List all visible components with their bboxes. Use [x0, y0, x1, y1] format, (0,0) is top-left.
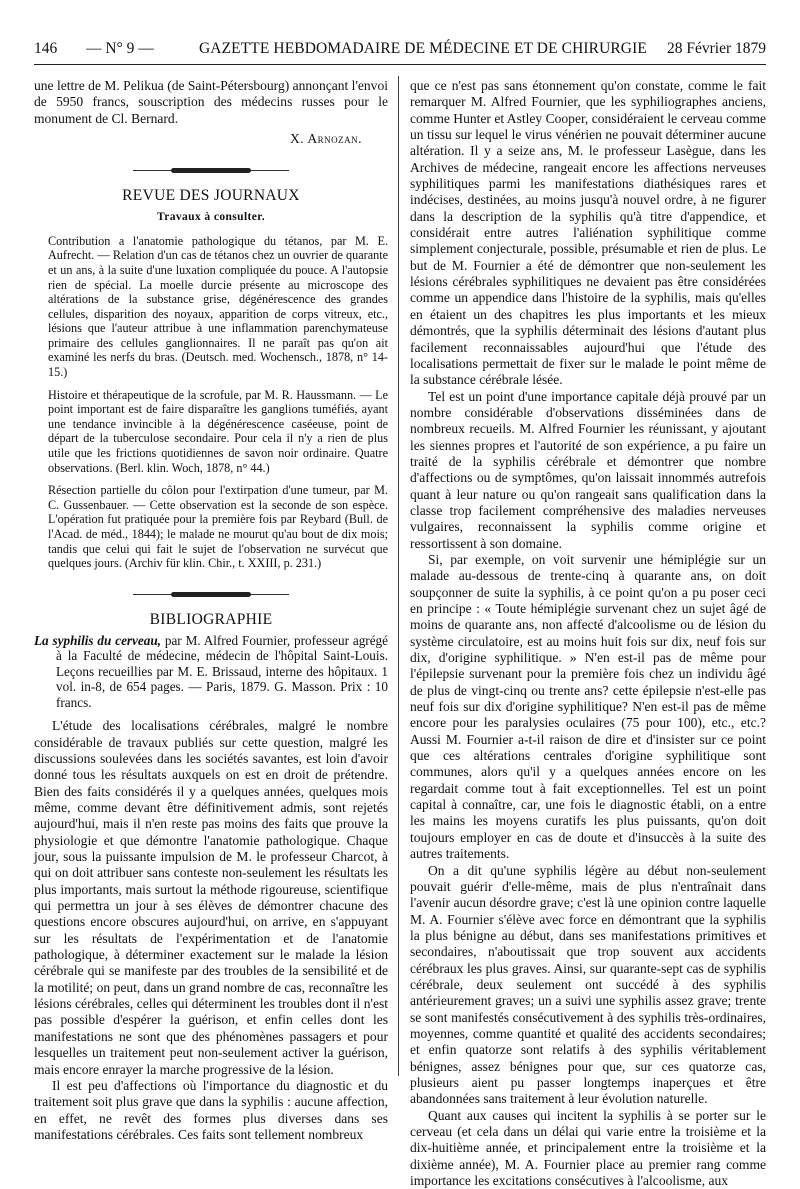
revue-subheading: Travaux à consulter.	[157, 211, 265, 224]
bibliography-entry	[34, 633, 388, 711]
abstract-list	[34, 234, 388, 571]
review-paragraph: On a dit qu'une syphilis légère au début non-seulement pouvait guérir d'elle-même, mais de plus n'entraînait dans l'avenir aucun désordre grave; c'est là une opinion contre laquelle M. A. Fournier s'élève avec force en démontrant que la syphilis la plus bénigne au début, dans ses manifestations primitives et secondaires, n'aboutissait que trop souvent aux accidents cérébraux les plus graves. Ainsi, sur quarante-sept cas de syphilis cérébrale, deux seulement ont succédé à des syphilis antérieurement graves; un a suivi une syphilis assez grave; trente se sont manifestés consécutivement à des syphilis très-ordinaires, moyennes, comme quantité et qualité des accidents secondaires; et enfin quatorze sont relatifs à des syphilis véritablement bénignes, assez bénignes pour que, sur ces quatorze cas, plusieurs aient pu passer longtemps inaperçues et être abandonnées sans traitement à leur évolution naturelle.	[410, 862, 766, 1107]
book-details: par M. Alfred Fournier, professeur agrégé à la Faculté de médecine, médecin de l'hôpital Saint-Louis. Leçons recueillies par M. E. Brissaud, interne des hôpitaux. 1 vol. in-8, de 654 pages. — Paris, 1879. G. Masson. Prix : 10 francs.	[56, 632, 388, 710]
issue-date: 28 Février 1879	[666, 40, 766, 57]
review-paragraph: Il est peu d'affections où l'importance du diagnostic et du traitement soit plus grave que dans la syphilis : aucune affection, en effet, ne revêt des formes plus diverses dans ses manifestations cérébrales. Ces faits sont tellement nombreux	[34, 1077, 388, 1142]
abstract-colon: Résection partielle du côlon pour l'extirpation d'une tumeur, par M. C. Gussenbauer. — Cette observation est la seconde de son espèce. L'opération fut pratiquée pour la première fois par Reybard (Bull. de l'Acad. de méd., 1844); le malade ne mourut qu'au bout de dix mois; tandis que celui qui fait le sujet de l'observation ne survécut que quelques jours. (Archiv für klin. Chir., t. XXIII, p. 231.)	[48, 483, 388, 571]
column-divider	[398, 76, 399, 1076]
section-ornament	[133, 165, 289, 177]
review-paragraph: que ce n'est pas sans étonnement qu'on constate, comme le fait remarquer M. Alfred Fournier, que les syphiliographes anciens, comme Hunter et Astley Cooper, considéraient le cerveau comme un tissu sur lequel le virus vénérien ne pouvait déterminer aucune altération. Il y a seize ans, M. le professeur Lasègue, dans les Archives de médecine, rangeait encore les affections nerveuses syphilitiques parmi les manifestations diathésiques rares et indécises, destinées, au moins jusqu'à nouvel ordre, à ne figurer dans la description de la syphilis qu'à titre d'appendice, et considérait entre autres l'aliénation syphilitique comme simplement conjecturale, possible, présumable et rien de plus. Le but de M. Fournier a été de démontrer que non-seulement les lésions cérébrales syphilitiques ne devaient pas être considérées comme un appendice dans l'histoire de la syphilis, mais qu'elles en étaient un des chapitres les plus importants et les mieux démontrés, que la syphilis déterminait des lésions d'autant plus facilement reconnaissables aujourd'hui que l'étude des localisations permettait de fixer sur le malade le point même de la substance cérébrale lésée.	[410, 78, 766, 388]
book-title: La syphilis du cerveau,	[34, 632, 161, 648]
abstract-scrofule: Histoire et thérapeutique de la scrofule, par M. R. Haussmann. — Le point important est de faire disparaître les ganglions tuméfiés, ayant une tendance invincible à la dégénérescence caséeuse, point de départ de la tuberculose secondaire. Pour cela il n'y a rien de plus utile que les frictions quotidiennes de savon noir ordinaire. Quatre observations. (Berl. klin. Woch, 1878, n° 44.)	[48, 387, 388, 475]
page-header	[34, 40, 766, 64]
review-paragraph: L'étude des localisations cérébrales, malgré le nombre considérable de travaux publiés sur cette question, malgré les discussions soulevées dans les sociétés savantes, est loin d'avoir donné tous les résultats auxquels on est en droit de prétendre. Bien des faits considérés il y a quelques années, quelques mois même, comme devant être définitivement admis, sont rejetés aujourd'hui, mais il n'en reste pas moins des faits que prouve la physiologie et que démontre l'anatomie pathologique. Chaque jour, sous la puissante impulsion de M. le professeur Charcot, à qui on doit attribuer sans conteste non-seulement les résultats les plus importants, mais surtout la méthode rigoureuse, scientifique qui permettra un jour à ses élèves de démontrer chacune des questions encore obscures aujourd'hui, on arrive, en s'appuyant sur les résultats de l'expérimentation et de l'anatomie pathologique, à déterminer exactement sur le malade la lésion cérébrale qui se manifeste par des troubles de la sensibilité et de la motilité; on peut, dans un grand nombre de cas, reconnaître les lésions cérébrales, celles qui déterminent les troubles dont il n'est pas possible d'espérer la guérison, et enfin celles dont les manifestations ne sont que des phénomènes passagers et pour lesquelles un traitement peut non-seulement activer la guérison, mais encore enrayer la marche progressive de la lésion.	[34, 718, 388, 1077]
bibliography-heading: BIBLIOGRAPHIE	[149, 610, 273, 628]
page-number: 146	[34, 40, 58, 57]
revue-heading: REVUE DES JOURNAUX	[122, 187, 300, 205]
journal-title: GAZETTE HEBDOMADAIRE DE MÉDECINE ET DE CHIRURGIE	[199, 40, 647, 57]
review-paragraph: Quant aux causes qui incitent la syphilis à se porter sur le cerveau (et cela dans un délai qui varie entre la troisième et la dix-huitième année, et principalement entre la troisième et la dixième année), M. A. Fournier place au premier rang comme importance les excitations consécutives à l'alcoolisme, aux	[410, 1107, 766, 1189]
abstract-tetanos: Contribution a l'anatomie pathologique du tétanos, par M. E. Aufrecht. — Relation d'un cas de tétanos chez un ouvrier de quarante et un ans, à la suite d'une luxation compliquée du pouce. A l'autopsie rien de spécial. La moelle durcie présente au microscope des altérations de la substance grise, dégénérescence des grandes cellules, disparition des noyaux, apparition de corps vitreux, etc., lésions que l'auteur attribue à une inflammation parenchymateuse primaire des cellules ganglionnaires. Il ne paraît pas qu'on ait examiné les nerfs du bras. (Deutsch. med. Wochensch., 1878, n° 14-15.)	[48, 233, 388, 380]
header-rule	[34, 64, 766, 65]
review-paragraph: Si, par exemple, on voit survenir une hémiplégie sur un malade au-dessous de trente-cinq à quarante ans, on doit soupçonner de suite la syphilis, à ce point qu'on a pu poser ceci en principe : « Toute hémiplégie survenant chez un sujet âgé de moins de quarante ans, non affecté d'alcoolisme ou de lésion du système circulatoire, est au moins huit fois sur dix, neuf fois sur dix, d'origine syphilitique. » N'en est-il pas de même pour l'épilepsie survenant pour la première fois chez un individu âgé de plus de vingt-cinq ou trente ans? cette épilepsie n'est-elle pas neuf fois sur dix d'origine syphilitique? N'en est-il pas de même encore pour les paralysies oculaires (75 pour 100), etc., etc.? Aussi M. Fournier a-t-il raison de dire et d'insister sur ce point que ces altérations centrales d'origine syphilitique sont communes, alors qu'il y a quelques années encore on les regardait comme tout à fait exceptionnelles. Tel est un point capital à connaître, car, une fois le diagnostic établi, on a entre les mains les moyens curatifs les plus puissants, qu'on doit toujours employer en cas de doute et d'insuccès à la suite des autres traitements.	[410, 551, 766, 862]
right-column	[410, 78, 766, 1189]
intro-paragraph: une lettre de M. Pelikua (de Saint-Pétersbourg) annonçant l'envoi de 5950 francs, souscription des médecins russes pour le monument de Cl. Bernard.	[34, 78, 388, 126]
author-signature: X. Arnozan.	[290, 131, 362, 147]
section-ornament	[133, 589, 289, 601]
left-column	[34, 78, 388, 1142]
review-paragraph: Tel est un point d'une importance capitale déjà prouvé par un nombre considérable d'observations disséminées dans de nombreux recueils. M. Alfred Fournier les réunissant, y ajoutant les siennes propres et l'autorité de son expérience, a pu faire un traité de la syphilis cérébrale et démontrer que nombre d'affections ou de symptômes, qu'on laissait innommés autrefois quant à leur nature ou qu'on rangeait sans qualification dans la classe trop facilement compréhensive des maladies nerveuses vulgaires, reconnaissent la syphilis comme origine et ressortissent à son domaine.	[410, 388, 766, 551]
issue-number: — N° 9 —	[86, 40, 154, 57]
